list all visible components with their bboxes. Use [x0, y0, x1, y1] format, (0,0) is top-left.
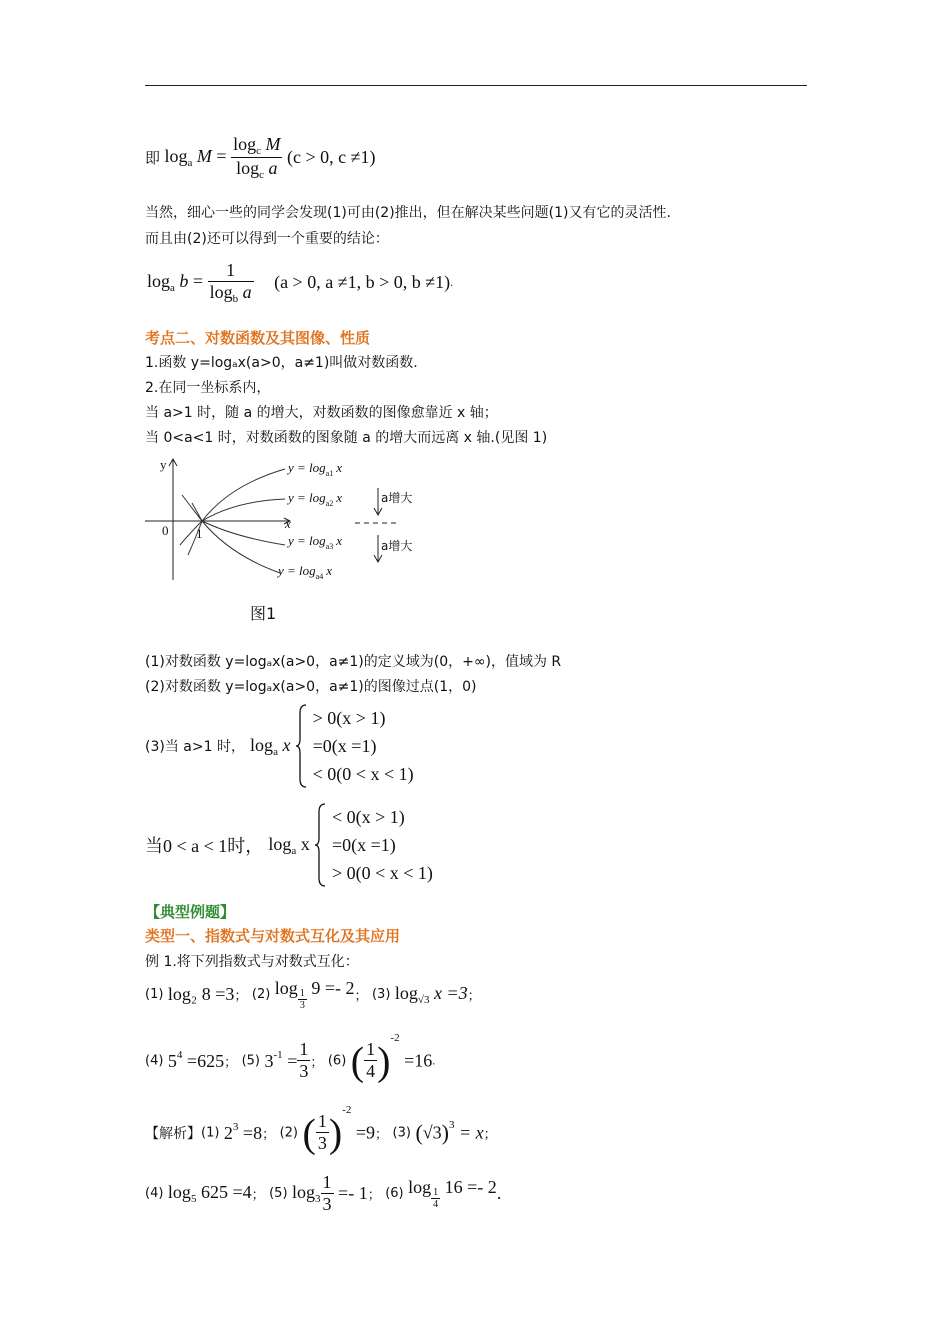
paragraph-1: 当然，细心一些的同学会发现(1)可由(2)推出，但在解决某些问题(1)又有它的灵活性.	[145, 205, 671, 221]
figure-caption: 图1	[250, 604, 277, 623]
left-brace	[315, 802, 327, 888]
one-label: 1	[196, 526, 203, 541]
increase-label-1: a增大	[381, 491, 413, 505]
curve-label-a4: $y = \log_{a4} x$	[278, 563, 332, 581]
paragraph-2: 而且由(2)还可以得到一个重要的结论：	[145, 231, 389, 247]
curve-label-a3: $y = \log_{a3} x$	[288, 533, 342, 551]
piecewise-cases: < 0(x > 1) =0(x =1) > 0(0 < x < 1)	[331, 807, 433, 883]
formula-fraction: $\frac{\log_c M}{\log_c a}$	[233, 134, 281, 181]
header-rule	[145, 85, 807, 86]
reciprocal-formula: $\log_a b$ = $\frac{1}{\log_b a}$ (a > 0, a ≠1, b > 0, b ≠1).	[147, 260, 454, 305]
solution-row-1: 【解析】(1) $2^3 =8$； (2) ( $\frac{1}{3}$ )$^{-2}$ =9； (3) $(√3)^3 = x$；	[145, 1104, 497, 1156]
example-1-prompt: 例 1.将下列指数式与对数式互化：	[145, 954, 359, 970]
x-axis-label: x	[285, 516, 291, 531]
log-function-graph	[140, 455, 440, 590]
increase-label-2: a增大	[381, 539, 413, 553]
origin-label: 0	[162, 523, 169, 538]
section-heading-examples: 【典型例题】	[145, 903, 236, 921]
curve-a1	[192, 469, 285, 521]
example-row-2: (4) $5^4 =625$； (5) $3^{-1}$ = $\frac{1}{3}$ ； (6) ( $\frac{1}{4}$ )$^{-2}$ =16.	[145, 1032, 436, 1084]
kaodian-line-3: 当 a>1 时，随 a 的增大，对数函数的图像愈靠近 x 轴；	[145, 405, 498, 421]
kaodian-line-1: 1.函数 y=logₐx(a>0，a≠1)叫做对数函数.	[145, 355, 418, 371]
property-3: (3)当 a>1 时， $\log_a x$ > 0(x > 1) =0(x =1) < 0(0 < x < 1)	[145, 703, 414, 789]
piecewise-cases: > 0(x > 1) =0(x =1) < 0(0 < x < 1)	[312, 708, 414, 784]
property-4: 当0 < a < 1时， $\log_a x$ < 0(x > 1) =0(x =1) > 0(0 < x < 1)	[145, 802, 433, 888]
solution-row-2: (4) $\log_5 625 =4$； (5) $\log_3$ $\frac{1}{3}$ =- 1； (6) log $\frac{1}{4}$ 16 =- 2.	[145, 1172, 502, 1214]
formula-fraction: $\frac{1}{\log_b a}$	[209, 260, 252, 305]
axes	[145, 459, 290, 580]
curve-label-a1: $y = \log_{a1} x$	[288, 460, 342, 478]
section-heading-kaodian2: 考点二、对数函数及其图像、性质	[145, 329, 371, 347]
example-row-1: (1) log₂ 8 =3； (2) log $\frac{1}{3}$ 9 =- 2； (3) $\log_{√3} x =3$；	[145, 978, 481, 1011]
left-brace	[296, 703, 308, 789]
kaodian-line-4: 当 0<a<1 时，对数函数的图象随 a 的增大而远离 x 轴.(见图 1)	[145, 430, 548, 446]
property-2: (2)对数函数 y=logₐx(a>0，a≠1)的图像过点(1，0)	[145, 679, 477, 695]
y-axis-label: y	[160, 457, 167, 472]
curve-label-a2: $y = \log_{a2} x$	[288, 490, 342, 508]
property-1: (1)对数函数 y=logₐx(a>0，a≠1)的定义域为(0，+∞)，值域为 R	[145, 654, 562, 670]
curve-a2	[182, 495, 285, 521]
change-of-base-formula: 即 $\log_a M$ = $\frac{\log_c M}{\log_c a}$ (c > 0, c ≠1)	[145, 134, 376, 181]
section-heading-type1: 类型一、指数式与对数式互化及其应用	[145, 927, 401, 945]
kaodian-line-2: 2.在同一坐标系内，	[145, 380, 271, 396]
